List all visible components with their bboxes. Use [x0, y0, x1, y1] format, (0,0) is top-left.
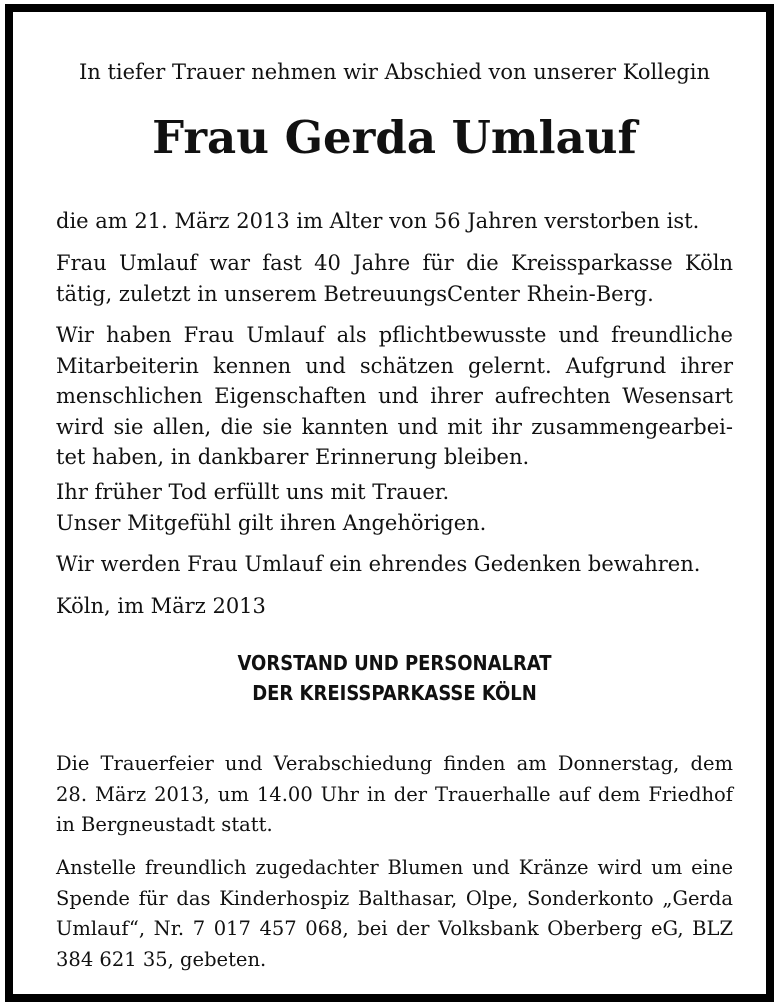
paragraph-death-date: [56, 206, 733, 237]
deceased-name: Frau Gerda Umlauf: [152, 111, 637, 164]
funeral-details: [56, 749, 733, 841]
text-line: Köln, im März 2013: [56, 594, 266, 618]
text-line: 384 621 35, gebeten.: [56, 947, 267, 971]
text-line: Wir werden Frau Umlauf ein ehrendes Gedenken bewahren.: [56, 552, 701, 576]
intro-line: In tiefer Trauer nehmen wir Abschied von unserer Kollegin: [78, 60, 711, 84]
text-line: tätig, zuletzt in unserem BetreuungsCenter Rhein-Berg.: [56, 281, 654, 306]
text-line: Frau Umlauf war fast 40 Jahre für die Kreissparkasse Köln: [56, 251, 733, 275]
signature-line: DER KREISSPARKASSE KÖLN: [252, 681, 537, 705]
text-line: tet haben, in dankbarer Erinnerung bleiben.: [56, 445, 530, 469]
donation-request: [56, 853, 733, 975]
signature-block: [56, 648, 733, 708]
text-line: Mitarbeiterin kennen und schätzen gelernt. Aufgrund ihrer: [56, 353, 733, 378]
place-date: [56, 591, 733, 622]
paragraph-condolence: [56, 477, 733, 538]
text-line: Unser Mitgefühl gilt ihren Angehörigen.: [56, 510, 487, 535]
paragraph-tribute: [56, 320, 733, 473]
text-line: Ihr früher Tod erfüllt uns mit Trauer.: [56, 480, 450, 504]
text-line: Die Trauerfeier und Verabschiedung finden am Donnerstag, dem: [56, 752, 733, 775]
signature-line: VORSTAND UND PERSONALRAT: [237, 651, 552, 675]
text-line: wird sie allen, die sie kannten und mit ihr zusammengearbei-: [56, 414, 733, 439]
text-line: die am 21. März 2013 im Alter von 56 Jahren verstorben ist.: [56, 209, 700, 233]
text-line: 28. März 2013, um 14.00 Uhr in der Trauerhalle auf dem Friedhof: [56, 782, 733, 806]
text-line: in Bergneustadt statt.: [56, 813, 273, 836]
paragraph-career: [56, 248, 733, 309]
paragraph-remembrance: [56, 549, 733, 580]
text-line: Wir haben Frau Umlauf als pflichtbewusste und freundliche: [56, 323, 733, 347]
text-line: Spende für das Kinderhospiz Balthasar, Olpe, Sonderkonto „Gerda: [56, 886, 733, 910]
notice-frame: [5, 4, 774, 1002]
text-line: Anstelle freundlich zugedachter Blumen und Kränze wird um eine: [56, 856, 733, 879]
text-line: Umlauf“, Nr. 7 017 457 068, bei der Volksbank Oberberg eG, BLZ: [56, 917, 733, 940]
text-line: menschlichen Eigenschaften und ihrer aufrechten Wesensart: [56, 384, 733, 408]
